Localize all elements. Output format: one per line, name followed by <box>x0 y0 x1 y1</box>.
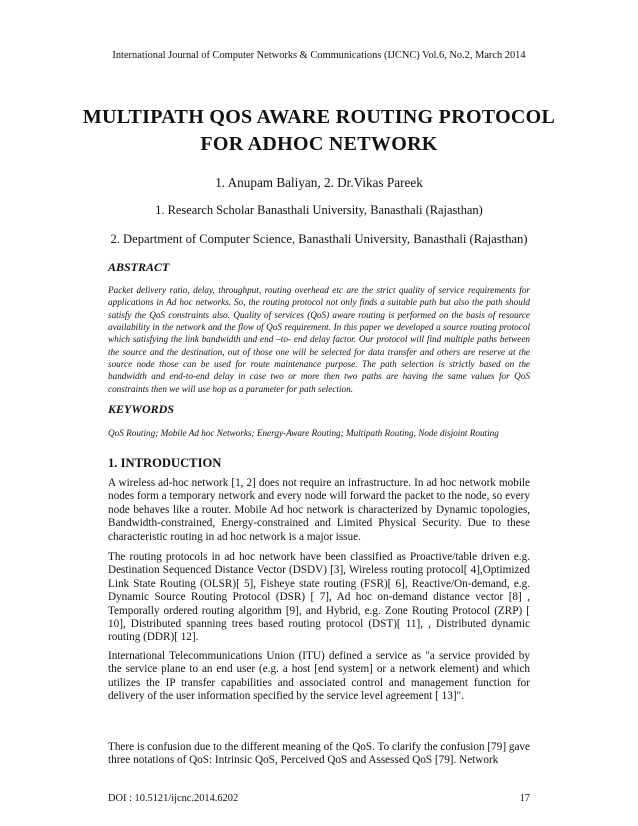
intro-paragraph-3: International Telecommunications Union (ITU) defined a service as "a service provided by the service plane to an end user (e.g. a host [end system] or a network element) and which utilizes the IP transfer capabilities and associated control and management function for delivery of the user information specified by the service level agreement [ 13]". <box>108 650 530 703</box>
intro-paragraph-1: A wireless ad-hoc network [1, 2] does not require an infrastructure. In ad hoc network mobile nodes form a temporary network and every node will forward the packet to the node, so every node behaves like a router. Mobile Ad hoc network is characterized by Dynamic topologies, Bandwidth-constrained, Energy-constrained and Limited Physical Security. Due to these characteristic routing in ad hoc network is a major issue. <box>108 477 530 543</box>
keywords-text: QoS Routing; Mobile Ad hoc Networks; Energy-Aware Routing; Multipath Routing, Node disjoint Routing <box>108 428 499 438</box>
affiliation-2: 2. Department of Computer Science, Banasthali University, Banasthali (Rajasthan) <box>110 232 528 246</box>
abstract-text: Packet delivery ratio, delay, throughput, routing overhead etc are the strict quality of service requirements for applications in Ad hoc networks. So, the routing protocol not only finds a suitable path but also the path should satisfy the QoS constraints also. Quality of services (QoS) aware routing is performed on the basis of resource availability in the network and the flow of QoS requirement. In this paper we developed a source routing protocol which satisfying the link bandwidth and end –to- end delay factor. Our protocol will find multiple paths between the source and the destination, out of those one will be selected for data transfer and others are reserve at the source node those can be used for route maintenance purpose. The path selection is strictly based on the bandwidth and end-to-end delay in case two or more then two paths are having the same values for QoS constraints then we will use hop as a parameter for path selection. <box>108 285 530 394</box>
affiliation-1: 1. Research Scholar Banasthali University, Banasthali (Rajasthan) <box>155 203 483 217</box>
paper-title-line-1: MULTIPATH QOS AWARE ROUTING PROTOCOL <box>82 106 556 128</box>
page-number: 17 <box>519 793 530 804</box>
page-footer <box>108 793 530 804</box>
introduction-heading: 1. INTRODUCTION <box>108 456 222 470</box>
intro-paragraph-2: The routing protocols in ad hoc network have been classified as Proactive/table driven e.g. Destination Sequenced Distance Vector (DSDV) [3], Wireless routing protocol[ 4],Optimized Link State Routing (OLSR)[ 5], Fisheye state routing (FSR)[ 6], Reactive/On-demand, e.g. Dynamic Source Routing Protocol (DSR) [ 7], Ad hoc on-demand distance vector [8] , Temporally ordered routing algorithm [9], and Hybrid, e.g. Zone Routing Protocol (ZRP) [ 10], Distributed spanning trees based routing protocol (DST)[ 11], , Distributed dynamic routing (DDR)[ 12]. <box>108 551 530 644</box>
journal-header: International Journal of Computer Networks & Communications (IJCNC) Vol.6, No.2, March 2014 <box>112 50 526 61</box>
paper-title-line-2: FOR ADHOC NETWORK <box>200 133 438 155</box>
intro-paragraph-4: There is confusion due to the different meaning of the QoS. To clarify the confusion [79] gave three notations of QoS: Intrinsic QoS, Perceived QoS and Assessed QoS [79]. Network <box>108 741 530 767</box>
doi: DOI : 10.5121/ijcnc.2014.6202 <box>108 793 239 804</box>
abstract-heading: ABSTRACT <box>108 260 170 274</box>
keywords-heading: KEYWORDS <box>108 402 175 416</box>
authors: 1. Anupam Baliyan, 2. Dr.Vikas Pareek <box>215 175 423 190</box>
